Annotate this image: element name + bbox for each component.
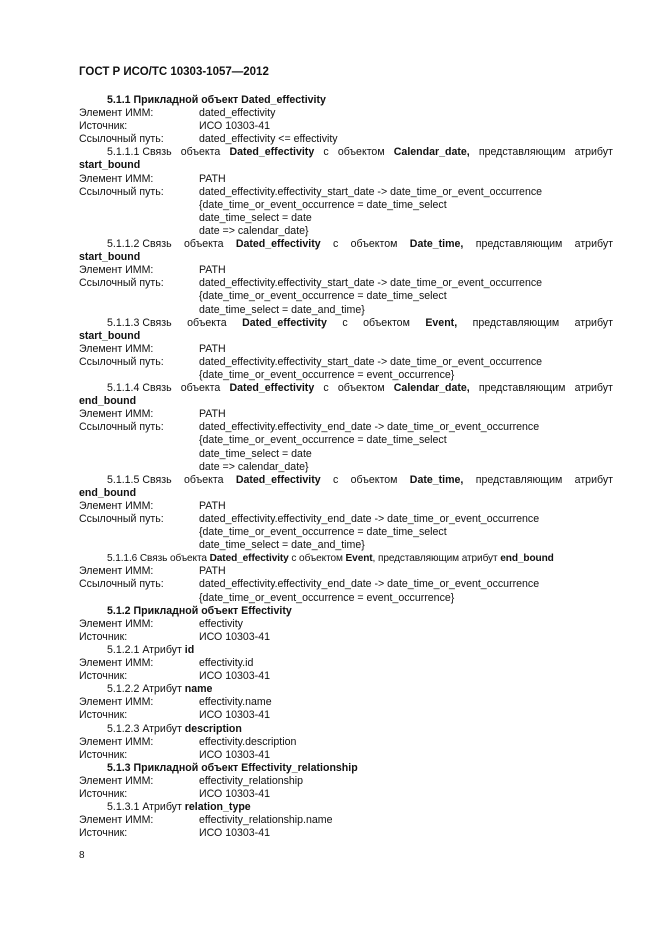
field-value: ИСО 10303-41 [199, 748, 270, 761]
field-value: effectivity [199, 617, 243, 630]
field-label: Элемент ИММ: [79, 499, 154, 512]
field-value: ИСО 10303-41 [199, 827, 270, 840]
subsection-heading-5-1-2-1: 5.1.2.1 Атрибут id [107, 643, 195, 656]
field-value-continued: {date_time_or_event_occurrence = date_time_select [199, 434, 447, 447]
field-row [79, 775, 613, 788]
field-label: Ссылочный путь: [79, 185, 164, 198]
field-row [79, 133, 613, 146]
field-value: effectivity.id [199, 657, 254, 670]
subsection-heading-5-1-2-3: 5.1.2.3 Атрибут description [107, 722, 242, 735]
field-row [79, 631, 613, 644]
attribute-name: end_bound [79, 486, 137, 499]
field-value-continued: date_time_select = date [199, 447, 312, 460]
attribute-name: start_bound [79, 159, 141, 172]
field-row [79, 264, 613, 277]
field-value-continued: date => calendar_date} [199, 460, 309, 473]
field-value: dated_effectivity.effectivity_end_date -> date_time_or_event_occurrence [199, 421, 540, 434]
field-value: effectivity_relationship.name [199, 814, 333, 827]
field-row [79, 356, 613, 369]
field-value: effectivity_relationship [199, 774, 304, 787]
field-label: Элемент ИММ: [79, 408, 154, 421]
field-value: ИСО 10303-41 [199, 709, 270, 722]
field-row [79, 421, 613, 434]
section-heading-5-1-2: 5.1.2 Прикладной объект Effectivity [107, 604, 292, 617]
field-label: Источник: [79, 787, 128, 800]
field-value: PATH [199, 342, 226, 355]
field-row [79, 107, 613, 120]
field-value: dated_effectivity.effectivity_start_date -> date_time_or_event_occurrence [199, 277, 543, 290]
field-label: Элемент ИММ: [79, 696, 154, 709]
field-value: effectivity.description [199, 735, 297, 748]
attribute-name: start_bound [79, 251, 141, 264]
subsection-heading-5-1-1-4: 5.1.1.4 Связь объекта Dated_effectivity с объектом Calendar_date, представляющим атрибут [107, 382, 613, 395]
field-label: Источник: [79, 748, 128, 761]
document-header: ГОСТ Р ИСО/ТС 10303-1057—2012 [79, 66, 269, 78]
section-heading-5-1-3: 5.1.3 Прикладной объект Effectivity_relationship [107, 761, 358, 774]
field-row [79, 408, 613, 421]
field-label: Источник: [79, 120, 128, 133]
field-row [79, 186, 613, 199]
field-value: dated_effectivity.effectivity_end_date -> date_time_or_event_occurrence [199, 513, 540, 525]
field-value: dated_effectivity.effectivity_end_date -> date_time_or_event_occurrence [199, 578, 540, 591]
field-label: Элемент ИММ: [79, 172, 154, 185]
subsection-heading-5-1-1-2: 5.1.1.2 Связь объекта Dated_effectivity с объектом Date_time, представляющим атрибут [107, 238, 613, 251]
field-label: Ссылочный путь: [79, 277, 164, 290]
subsection-heading-5-1-1-5: 5.1.1.5 Связь объекта Dated_effectivity с объектом Date_time, представляющим атрибут [107, 473, 613, 486]
field-value: ИСО 10303-41 [199, 787, 270, 800]
field-value-continued: {date_time_or_event_occurrence = event_occurrence} [199, 591, 455, 604]
section-heading-5-1-1: 5.1.1 Прикладной объект Dated_effectivity [107, 94, 326, 106]
field-row [79, 565, 613, 578]
field-row [79, 670, 613, 683]
field-value: ИСО 10303-41 [199, 120, 270, 133]
subsection-heading-5-1-1-1: 5.1.1.1 Связь объекта Dated_effectivity с объектом Calendar_date, представляющим атрибут [107, 146, 613, 159]
field-label: Источник: [79, 827, 128, 840]
field-row [79, 814, 613, 827]
field-label: Ссылочный путь: [79, 133, 164, 146]
field-label: Элемент ИММ: [79, 617, 154, 630]
field-label: Источник: [79, 670, 128, 683]
field-value: effectivity.name [199, 696, 272, 709]
subsection-heading-5-1-3-1: 5.1.3.1 Атрибут relation_type [107, 801, 251, 814]
field-label: Элемент ИММ: [79, 735, 154, 748]
field-label: Элемент ИММ: [79, 107, 154, 120]
field-value: dated_effectivity <= effectivity [199, 133, 338, 146]
field-value-continued: {date_time_or_event_occurrence = date_time_select [199, 290, 447, 303]
subsection-heading-5-1-1-6: 5.1.1.6 Связь объекта Dated_effectivity с объектом Event, представляющим атрибут end_bound [107, 553, 554, 565]
subsection-heading-5-1-2-2: 5.1.2.2 Атрибут name [107, 683, 213, 696]
field-row [79, 578, 613, 591]
field-value-continued: date_time_select = date_and_time} [199, 303, 365, 316]
field-value: PATH [199, 408, 226, 421]
field-value-continued: {date_time_or_event_occurrence = event_occurrence} [199, 368, 455, 381]
field-row [79, 618, 613, 631]
field-value: ИСО 10303-41 [199, 670, 270, 683]
field-value-continued: {date_time_or_event_occurrence = date_time_select [199, 198, 447, 211]
field-row [79, 500, 613, 513]
field-label: Источник: [79, 630, 128, 643]
attribute-name: start_bound [79, 329, 141, 342]
field-value-continued: date_time_select = date [199, 211, 312, 224]
field-row [79, 120, 613, 133]
field-row [79, 736, 613, 749]
field-row [79, 749, 613, 762]
field-label: Ссылочный путь: [79, 355, 164, 368]
field-value: dated_effectivity.effectivity_start_date -> date_time_or_event_occurrence [199, 355, 543, 368]
document-body [79, 94, 613, 840]
page-number: 8 [79, 850, 85, 861]
field-value: dated_effectivity [199, 107, 276, 120]
field-row [79, 709, 613, 722]
subsection-heading-5-1-1-3: 5.1.1.3 Связь объекта Dated_effectivity с объектом Event, представляющим атрибут [107, 316, 613, 329]
field-row [79, 788, 613, 801]
field-label: Элемент ИММ: [79, 264, 154, 277]
field-value: dated_effectivity.effectivity_start_date -> date_time_or_event_occurrence [199, 185, 543, 198]
field-label: Источник: [79, 709, 128, 722]
field-value-continued: date_time_select = date_and_time} [199, 539, 365, 552]
field-value: PATH [199, 499, 226, 512]
field-label: Ссылочный путь: [79, 578, 164, 591]
field-row [79, 173, 613, 186]
field-row [79, 343, 613, 356]
field-value: PATH [199, 264, 226, 277]
attribute-name: end_bound [79, 395, 137, 408]
field-row [79, 513, 613, 526]
field-value: PATH [199, 172, 226, 185]
field-label: Элемент ИММ: [79, 814, 154, 827]
field-row [79, 827, 613, 840]
field-value: PATH [199, 565, 226, 578]
field-label: Элемент ИММ: [79, 657, 154, 670]
field-label: Элемент ИММ: [79, 774, 154, 787]
field-row [79, 277, 613, 290]
field-label: Ссылочный путь: [79, 513, 164, 525]
field-value-continued: {date_time_or_event_occurrence = date_time_select [199, 526, 447, 539]
field-row [79, 657, 613, 670]
field-label: Элемент ИММ: [79, 565, 154, 578]
field-label: Ссылочный путь: [79, 421, 164, 434]
field-value-continued: date => calendar_date} [199, 224, 309, 237]
field-value: ИСО 10303-41 [199, 630, 270, 643]
field-row [79, 696, 613, 709]
field-label: Элемент ИММ: [79, 342, 154, 355]
